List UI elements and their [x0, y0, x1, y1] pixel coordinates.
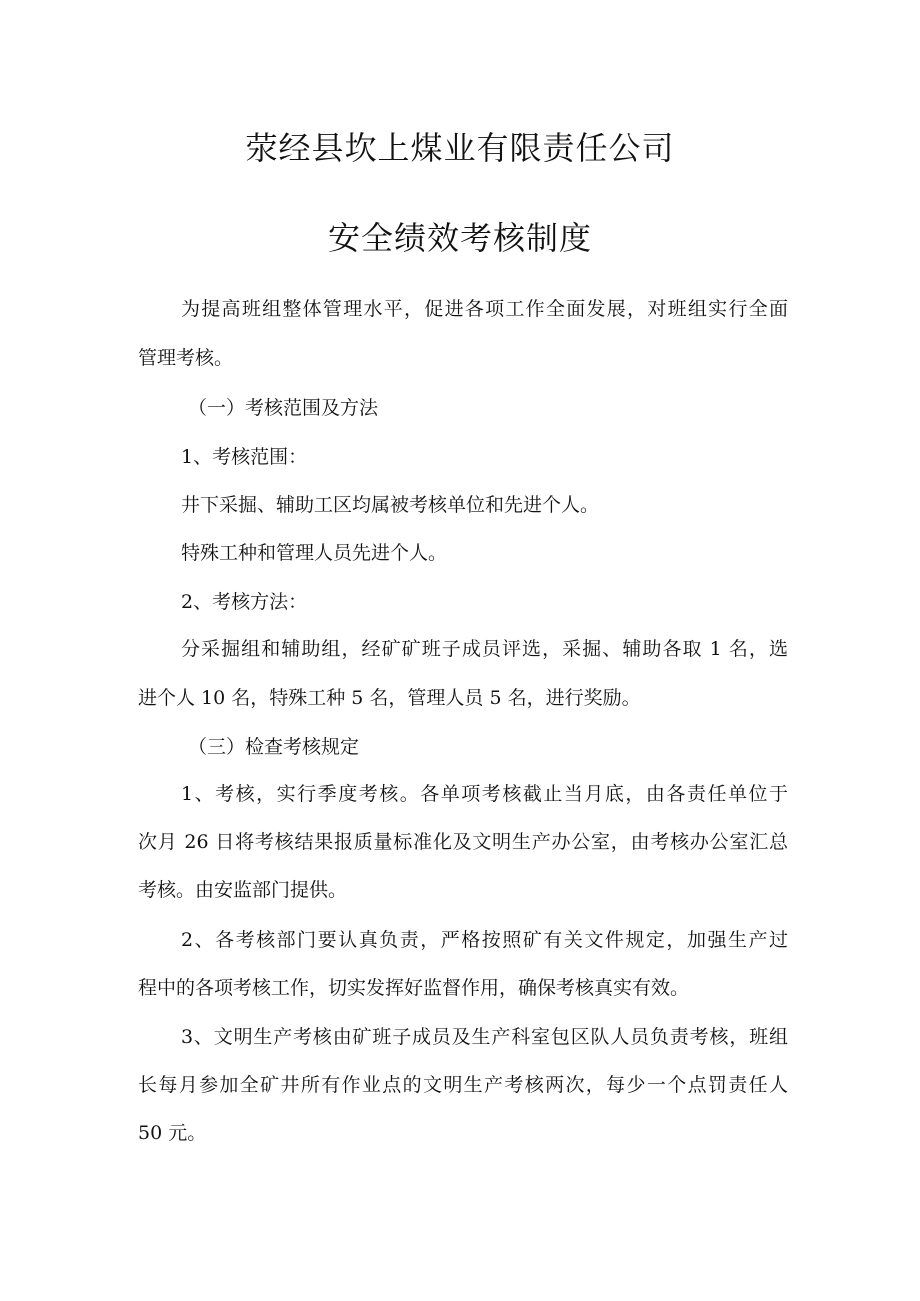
rule-1-line-3: 考核。由安监部门提供。	[138, 879, 348, 901]
document-title: 安全绩效考核制度	[327, 219, 592, 257]
rule-1-line-1: 1、考核，实行季度考核。各单项考核截止当月底，由各责任单位于	[181, 783, 788, 805]
scope-item-1: 井下采掘、辅助工区均属被考核单位和先进个人。	[181, 494, 600, 516]
rule-1-line-2: 次月 26 日将考核结果报质量标准化及文明生产办公室，由考核办公室汇总	[138, 831, 788, 853]
company-title: 荥经县坎上煤业有限责任公司	[245, 129, 675, 167]
section-3-heading: （三）检查考核规定	[188, 736, 360, 758]
method-heading: 2、考核方法：	[181, 591, 308, 613]
method-paragraph-line-1: 分采掘组和辅助组，经矿矿班子成员评选，采掘、辅助各取 1 名，选	[181, 638, 788, 660]
intro-paragraph-line-2: 管理考核。	[138, 347, 234, 369]
scope-item-2: 特殊工种和管理人员先进个人。	[181, 542, 448, 564]
rule-3-line-2: 长每月参加全矿井所有作业点的文明生产考核两次，每少一个点罚责任人	[138, 1074, 788, 1096]
rule-2-line-1: 2、各考核部门要认真负责，严格按照矿有关文件规定，加强生产过	[181, 929, 788, 951]
rule-3-line-1: 3、文明生产考核由矿班子成员及生产科室包区队人员负责考核，班组	[181, 1026, 788, 1048]
section-1-heading: （一）考核范围及方法	[188, 397, 379, 419]
method-paragraph-line-2: 进个人 10 名，特殊工种 5 名，管理人员 5 名，进行奖励。	[138, 687, 641, 709]
rule-3-line-3: 50 元。	[138, 1122, 207, 1144]
intro-paragraph-line-1: 为提高班组整体管理水平，促进各项工作全面发展，对班组实行全面	[181, 298, 788, 320]
rule-2-line-2: 程中的各项考核工作，切实发挥好监督作用，确保考核真实有效。	[138, 977, 690, 999]
scope-heading: 1、考核范围：	[181, 446, 308, 468]
